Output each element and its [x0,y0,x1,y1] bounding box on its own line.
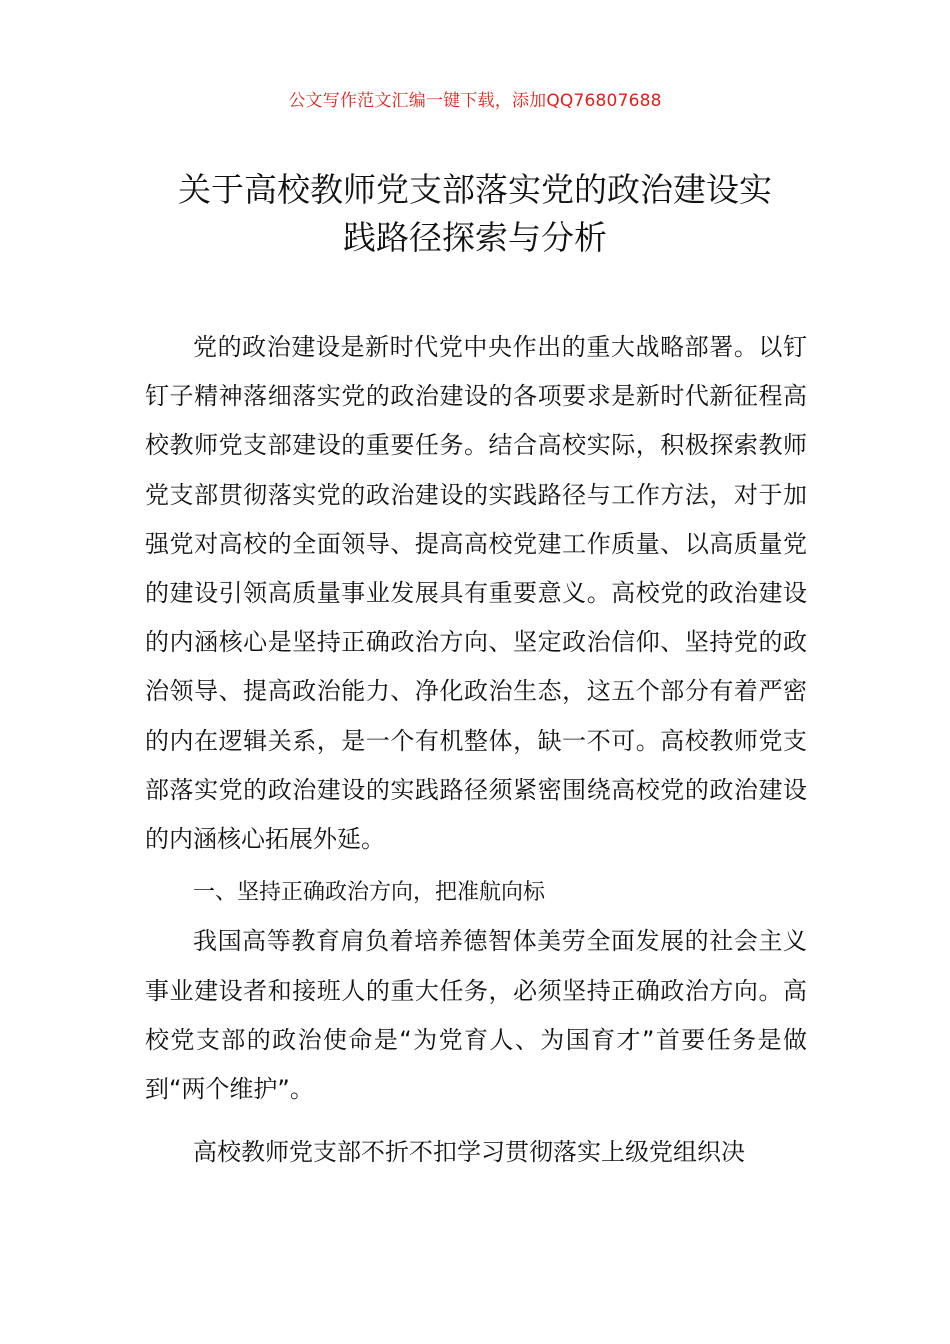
body-paragraph-3: 高校教师党支部不折不扣学习贯彻落实上级党组织决 [193,1138,745,1167]
body-paragraph-2: 我国高等教育肩负着培养德智体美劳全面发展的社会主义事业建设者和接班人的重大任务，必须坚持正确政治方向。高校党支部的政治使命是“为党育人、为国育才”首要任务是做到“两个维护”。 [145,927,807,1104]
download-banner[interactable]: 公文写作范文汇编一键下载，添加QQ76807688 [288,91,662,111]
document-body [145,323,807,1177]
intro-paragraph: 党的政治建设是新时代党中央作出的重大战略部署。以钉钉子精神落细落实党的政治建设的各项要求是新时代新征程高校教师党支部建设的重要任务。结合高校实际，积极探索教师党支部贯彻落实党的政治建设的实践路径与工作方法，对于加强党对高校的全面领导、提高高校党建工作质量、以高质量党的建设引领高质量事业发展具有重要意义。高校党的政治建设的内涵核心是坚持正确政治方向、坚定政治信仰、坚持党的政治领导、提高政治能力、净化政治生态，这五个部分有着严密的内在逻辑关系，是一个有机整体，缺一不可。高校教师党支部落实党的政治建设的实践路径须紧密围绕高校党的政治建设的内涵核心拓展外延。 [145,333,807,854]
document-title [140,166,810,262]
section-heading-1: 一、坚持正确政治方向，把准航向标 [193,880,546,906]
title-line-2: 践路径探索与分析 [343,218,607,257]
title-line-1: 关于高校教师党支部落实党的政治建设实 [178,170,772,209]
